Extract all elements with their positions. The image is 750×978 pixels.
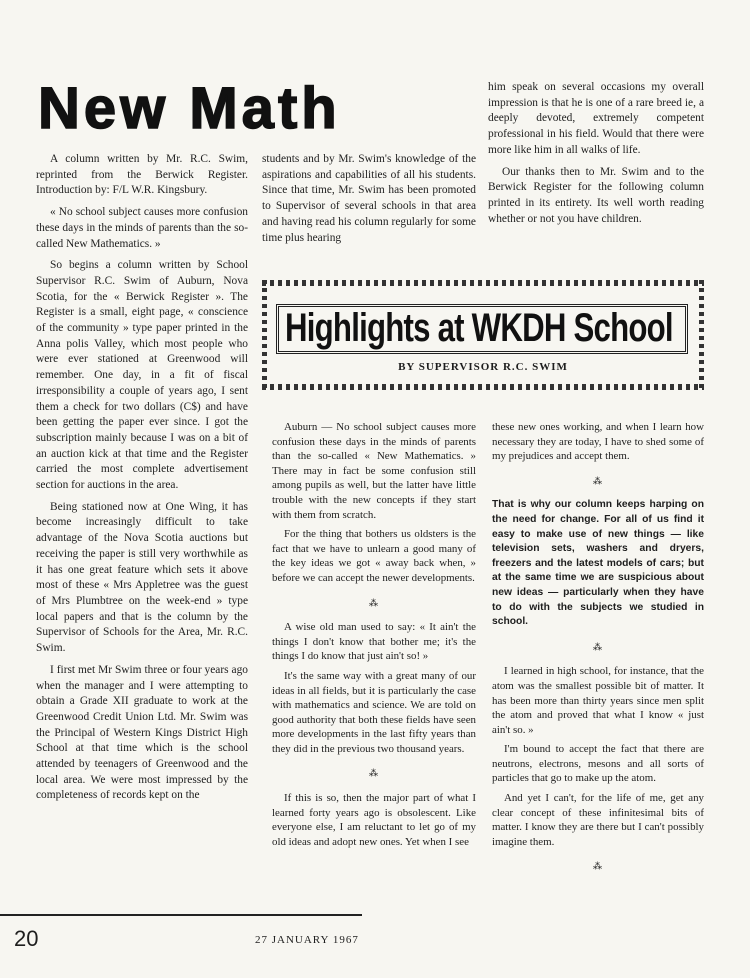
banner-border-bottom: [262, 384, 704, 390]
byline: BY SUPERVISOR R.C. SWIM: [398, 361, 568, 373]
intro-column-1: [36, 152, 248, 810]
issue-date: 27 JANUARY 1967: [255, 934, 359, 946]
highlighted-paragraph: That is why our column keeps harping on the need for change. For all of us find it easy to make use of new things — like television sets, washers and dryers, freezers and the latest models of cars; but at the same time we are suspicious about new ideas — particularly when they have to do with the subjects we studied in school.: [492, 499, 704, 628]
intro-paragraph: I first met Mr Swim three or four years ago when the manager and I were attempting to obtain a Grade XII graduate to work at the Greenwood Credit Union Ltd. Mr. Swim was the Principal of Western Kings District High School at that time which is the school attended by teenagers of Greenwood and the local area. We were most impressed by the completeness of records kept on the: [36, 663, 248, 802]
article-paragraph: I'm bound to accept the fact that there are neutrons, electrons, mesons and all sorts of particles that go to make up the atom.: [492, 743, 704, 785]
banner: [262, 280, 704, 390]
banner-border-right: [699, 280, 704, 390]
article-paragraph: And yet I can't, for the life of me, get any clear concept of these infinitesimal bits of matter. I know they are there but I can't possibly imagine them.: [492, 792, 704, 848]
intro-paragraph: Our thanks then to Mr. Swim and to the Berwick Register for the following column printed in its entirety. Its well worth reading whether or not you have children.: [488, 165, 704, 225]
article-paragraph: A wise old man used to say: « It ain't the things I don't know that bother me; it's the things I do know that just ain't so! »: [272, 621, 476, 663]
intro-paragraph: « No school subject causes more confusion these days in the minds of parents than the so-called New Mathematics. »: [36, 206, 248, 250]
intro-paragraph: him speak on several occasions my overall impression is that he is one of a rare breed ie, a deeply devoted, extremely competent professional in his field. Would that there were more like him in all walks of life.: [488, 81, 704, 156]
article-paragraph: It's the same way with a great many of our ideas in all fields, but it is particularly the case with mathematics and science. We are told on good authority that both these fields have seen more developments in the last fifty years than they did in the previous two thousand years.: [272, 669, 476, 755]
article-paragraph: If this is so, then the major part of what I learned forty years ago is obsolescent. Like everyone else, I am reluctant to let go of my old ideas and adopt new ones. Yet when I see: [272, 792, 476, 848]
intro-paragraph: Being stationed now at One Wing, it has become increasingly difficult to take advantage of the Nova Scotia auctions but receiving the paper is still very worthwhile as it has one great feature which sets it above most of these « Mrs Appletree was the guest of Mrs Plumbtree on the week-end » type local papers and that is the column by the Supervisor of Schools for the Area, Mr. R.C. Swim.: [36, 500, 248, 655]
footer-rule: [0, 914, 362, 916]
intro-column-3: [488, 80, 704, 233]
section-separator: ⁂: [593, 641, 603, 652]
section-separator: ⁂: [593, 861, 603, 872]
article-column-2: [272, 420, 476, 854]
article-title: New Math: [38, 76, 341, 141]
article-paragraph: these new ones working, and when I learn how necessary they are today, I have to shed some of my prejudices and accept them.: [492, 421, 704, 463]
banner-title-box: [276, 304, 688, 354]
banner-border-left: [262, 280, 267, 390]
section-separator: ⁂: [369, 597, 379, 608]
article-paragraph: Auburn — No school subject causes more confusion these days in the minds of parents than the so-called « New Mathematics. » There may in fact be some confusion still among pupils as well, but the latter have little trouble with the new concepts if they start with them from scratch.: [272, 421, 476, 521]
intro-paragraph: A column written by Mr. R.C. Swim, reprinted from the Berwick Register. Introduction by: F/L W.R. Kingsbury.: [36, 153, 248, 197]
section-separator: ⁂: [369, 768, 379, 779]
article-paragraph: I learned in high school, for instance, that the atom was the smallest possible bit of matter. It has been more than thirty years since men split the atom and proved that what I know « just ain't so. »: [492, 665, 704, 736]
section-separator: ⁂: [593, 475, 603, 486]
intro-column-2: [262, 152, 476, 252]
banner-border-top: [262, 280, 704, 286]
article-column-3: [492, 420, 704, 884]
intro-paragraph: So begins a column written by School Supervisor R.C. Swim of Auburn, Nova Scotia, for the « Berwick Register ». The Register is a small, eight page, « conscience of the community » type paper printed in the Anna polis Valley, which most people who were ever stationed at Greenwood will remember. One day, in a fit of fiscal irresponsibility a couple of years ago, I sent them a check for two dollars (C$) and have been getting the paper ever since. I got the subscription mainly because I was on a bit of an auction kick at that time and the Register carried the most complete advertisement section for auctions in the area.: [36, 259, 248, 492]
intro-paragraph: students and by Mr. Swim's knowledge of the aspirations and capabilities of all his students. Since that time, Mr. Swim has been promoted to Supervisor of several schools in that area and having read his column regularly for some time plus hearing: [262, 153, 476, 244]
banner-title: Highlights at WKDH School: [285, 306, 673, 350]
page-number: 20: [14, 926, 39, 951]
article-paragraph: For the thing that bothers us oldsters is the fact that we have to unlearn a good many of the key ideas we got « away back when, » before we can accept the newer developments.: [272, 528, 476, 584]
